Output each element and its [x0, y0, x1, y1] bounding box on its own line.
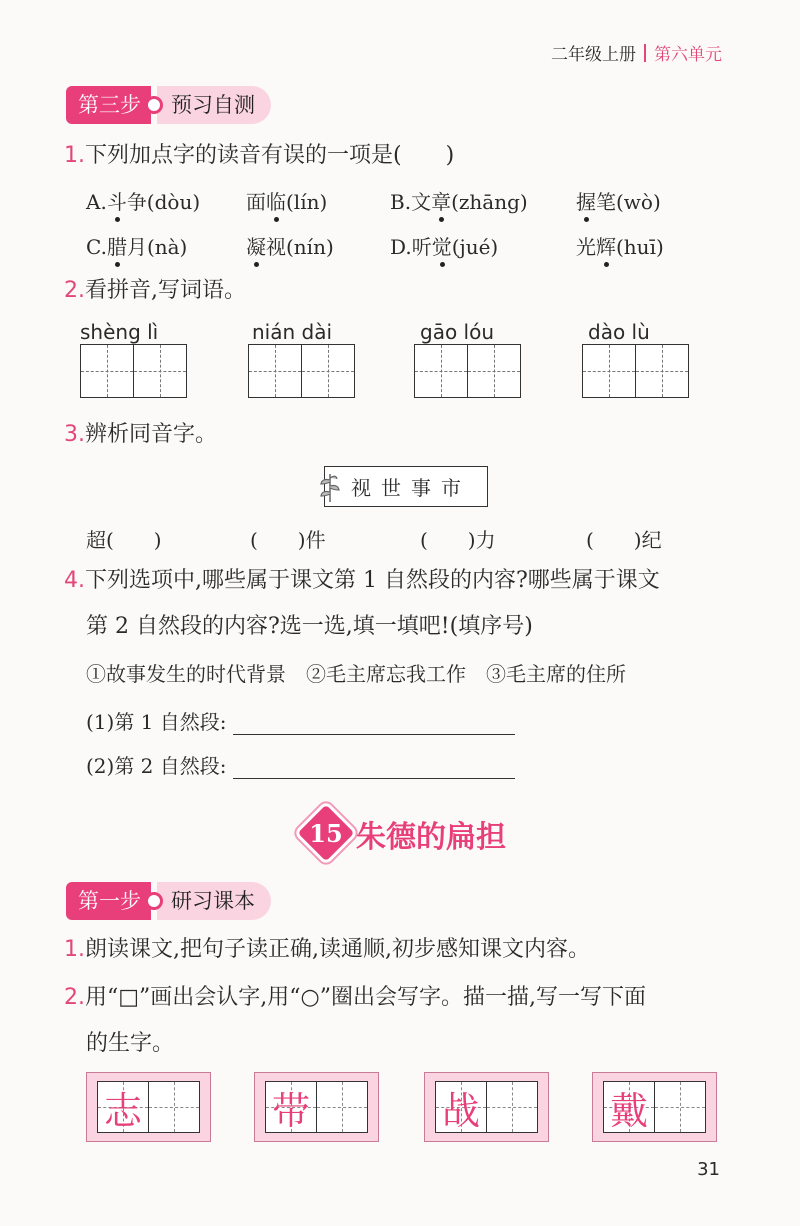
pinyin-3: gāo lóu — [420, 320, 495, 344]
fill-1[interactable]: 超( ) — [86, 528, 162, 552]
question-1 — [64, 141, 454, 171]
fill-3[interactable]: ( )力 — [420, 528, 496, 552]
step1-label: 第一步 — [66, 882, 151, 920]
question-number: 2. — [64, 985, 85, 1010]
unit-label: 第六单元 — [654, 45, 722, 65]
badge-dot-icon — [145, 96, 163, 114]
question-text-line1: 用“□”画出会认字,用“○”圈出会写字。描一描,写一写下面 — [85, 985, 646, 1010]
practice-char: 带 — [271, 1088, 310, 1133]
question-number: 2. — [64, 278, 85, 303]
header-divider — [644, 44, 646, 62]
step3-badge — [66, 85, 271, 125]
question-3 — [64, 420, 217, 450]
option-b-word2: 握笔(wò) — [576, 186, 661, 215]
badge-dot-icon — [145, 892, 163, 910]
pinyin-4: dào lù — [588, 320, 650, 344]
option-a-word2: 面临(lín) — [246, 186, 327, 215]
question-text: 朗读课文,把句子读正确,读通顺,初步感知课文内容。 — [85, 937, 590, 962]
question-text: 下列加点字的读音有误的一项是( ) — [85, 143, 455, 168]
option-c[interactable]: C.腊月(nà) — [86, 231, 187, 260]
study-item-1 — [64, 935, 590, 965]
blank-line[interactable] — [233, 756, 515, 779]
writing-grid-1[interactable] — [80, 344, 187, 398]
writing-grid-2[interactable] — [248, 344, 355, 398]
study-item-2-line2: 的生字。 — [86, 1031, 175, 1056]
study-item-2 — [64, 983, 646, 1013]
step1-badge — [66, 881, 271, 921]
question-2 — [64, 276, 246, 306]
char-practice-3 — [424, 1072, 549, 1142]
question-number: 1. — [64, 143, 85, 168]
step3-label: 第三步 — [66, 86, 151, 124]
lesson-title: 朱德的扁担 — [356, 820, 506, 855]
question-text: 辨析同音字。 — [85, 422, 218, 447]
question-number: 3. — [64, 422, 85, 447]
step1-title: 研习课本 — [157, 882, 271, 920]
leaf-icon — [318, 470, 342, 504]
blank-line[interactable] — [233, 712, 515, 735]
option-d-word2: 光辉(huī) — [576, 231, 664, 260]
option-c-word2: 凝视(nín) — [246, 231, 334, 260]
lesson-number-badge — [298, 805, 354, 861]
lesson-number: 15 — [309, 818, 343, 848]
char-practice-4 — [592, 1072, 717, 1142]
fill-2[interactable]: ( )件 — [250, 528, 326, 552]
answer-line-1[interactable]: (1)第 1 自然段: — [86, 706, 515, 735]
question-4 — [64, 566, 660, 596]
homophone-choices: 视世事市 — [324, 466, 488, 507]
question-text: 看拼音,写词语。 — [85, 278, 246, 303]
question-number: 4. — [64, 568, 85, 593]
option-b[interactable]: B.文章(zhāng) — [390, 186, 528, 215]
pinyin-2: nián dài — [252, 320, 333, 344]
grade-label: 二年级上册 — [551, 45, 636, 65]
char-practice-1 — [86, 1072, 211, 1142]
question-number: 1. — [64, 937, 85, 962]
practice-char: 志 — [103, 1088, 142, 1133]
step3-title: 预习自测 — [157, 86, 271, 124]
char-practice-2 — [254, 1072, 379, 1142]
writing-grid-4[interactable] — [582, 344, 689, 398]
answer-line-2[interactable]: (2)第 2 自然段: — [86, 750, 515, 779]
question-text-line1: 下列选项中,哪些属于课文第 1 自然段的内容?哪些属于课文 — [85, 568, 660, 593]
practice-char: 戴 — [609, 1088, 648, 1133]
option-a[interactable]: A.斗争(dòu) — [86, 186, 200, 215]
writing-grid-3[interactable] — [414, 344, 521, 398]
page-number: 31 — [697, 1159, 720, 1180]
option-d[interactable]: D.听觉(jué) — [390, 231, 498, 260]
fill-4[interactable]: ( )纪 — [586, 528, 662, 552]
page-header — [551, 40, 722, 65]
pinyin-1: shèng lì — [80, 320, 159, 344]
question-4-options: ①故事发生的时代背景 ②毛主席忘我工作 ③毛主席的住所 — [86, 662, 626, 686]
choice-box — [318, 466, 488, 507]
practice-char: 战 — [441, 1088, 480, 1133]
question-4-line2: 第 2 自然段的内容?选一选,填一填吧!(填序号) — [86, 614, 533, 639]
